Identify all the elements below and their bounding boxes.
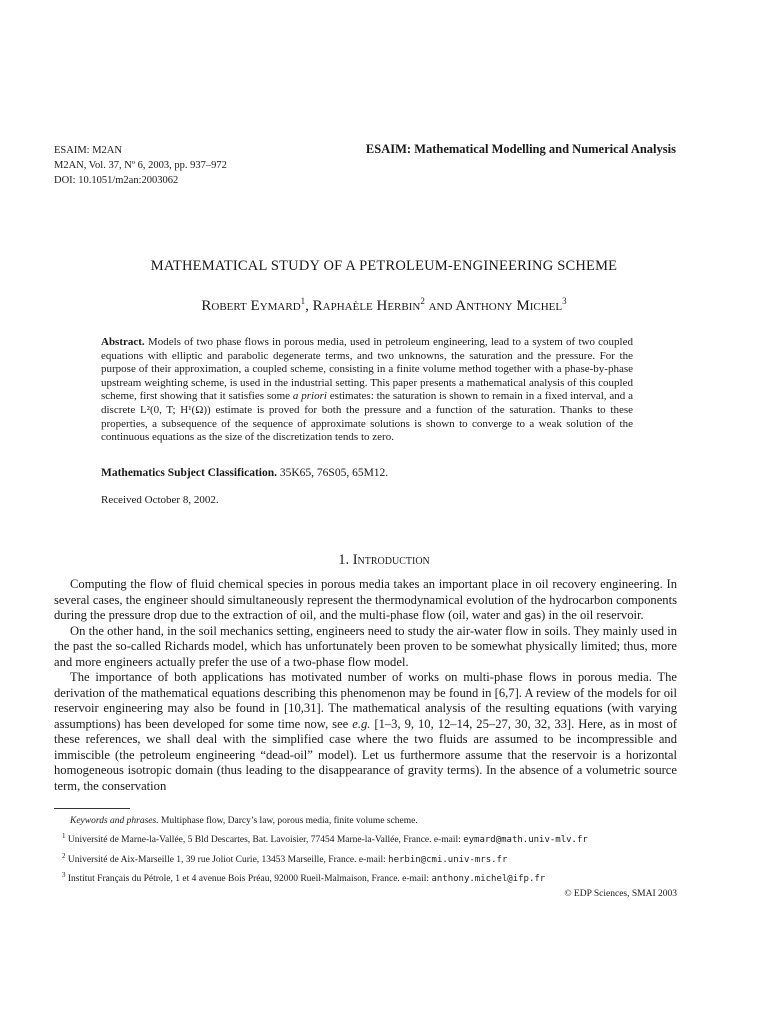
paper-title: MATHEMATICAL STUDY OF A PETROLEUM-ENGINEERING SCHEME [150,258,618,274]
citation-line: M2AN, Vol. 37, Nº 6, 2003, pp. 937–972 [54,160,227,171]
footnote-mark: 2 [62,851,66,860]
doi-line[interactable]: DOI: 10.1051/m2an:2003062 [54,175,179,186]
paragraph-text: [1–3, 9, 10, 12–14, 25–27, 30, 32, 33]. Here, as in most of these references, we shall deal with the simplified case where the two fluids are assumed to be incompressible and immiscible (the petroleum engineering “dead-oil” model). Let us furthermore assume that the reservoir is a horizontal homogeneous isotropic domain (thus leading to the disappearance of gravity terms). In the absence of a volumetric source term, the conservation [54,716,677,793]
abstract-text: estimates: the saturation is shown to remain in a fixed interval, and a discrete L²(0, T; H¹(Ω)) estimate is proved for both the pressure and a function of the saturation. Thanks to these properties, a subsequence of the sequence of approximate solutions is shown to converge to a weak solution of the continuous equations as the size of the discretization tends to zero. [101,390,634,444]
author-conjunction: and [424,298,456,314]
affiliation-mark: 1 [300,296,306,306]
abstract-label: Abstract. [101,336,145,348]
paragraph: On the other hand, in the soil mechanics setting, engineers need to study the air-water flow in soils. They mainly used in the past the so-called Richards model, which has unfortunately been proven to be somewhat physically limited; thus, more and more engineers actually prefer the use of a two-phase flow model. [54,623,677,669]
keywords-text: Multiphase flow, Darcy’s law, porous media, finite volume scheme. [158,816,418,826]
affiliation-mark: 3 [562,296,567,306]
abstract [101,336,633,445]
footnote-1 [54,829,677,848]
footnote-text: Institut Français du Pétrole, 1 et 4 avenue Bois Préau, 92000 Rueil-Malmaison, France. e-mail: [65,874,432,885]
journal-header-left [54,143,227,188]
abstract-italic: a priori [292,390,327,403]
author-separator: , [305,298,313,314]
affiliation-mark: 2 [420,296,425,306]
footnote-mark: 1 [62,832,66,841]
email-link[interactable]: herbin@cmi.univ-mrs.fr [388,854,508,865]
keywords [54,814,677,829]
footnote-3 [54,868,677,887]
copyright-notice: © EDP Sciences, SMAI 2003 [564,889,677,900]
msc-label: Mathematics Subject Classification. [101,467,277,479]
msc-value: 35K65, 76S05, 65M12. [277,467,389,479]
footnote-text: Université de Aix-Marseille 1, 39 rue Joliot Curie, 13453 Marseille, France. e-mail: [65,854,389,865]
footnote-2 [54,849,677,868]
received-date: Received October 8, 2002. [101,494,219,506]
body-text [54,577,677,794]
subject-classification [101,467,388,479]
email-link[interactable]: eymard@math.univ-mlv.fr [463,835,588,846]
author-list [0,296,768,315]
abstract-text: Models of two phase flows in porous media, used in petroleum engineering, lead to a system of two coupled equations with elliptic and parabolic degenerate terms, and two unknowns, the saturation and the pressure. For the purpose of their approximation, a coupled scheme, consisting in a finite volume method together with a phase-by-phase upstream weighting scheme, is used in the industrial setting. This paper presents a mathematical analysis of this coupled scheme, first showing that it satisfies some [101,336,633,403]
keywords-label: Keywords and phrases. [70,816,159,826]
paragraph-text: The importance of both applications has motivated number of works on multi-phase flows in porous media. The derivation of the mathematical equations describing this phenomenon may be found in [6,7]. A review of the models for oil reservoir engineering may also be found in [10,31]. The mathematical analysis of the resulting equations (with varying assumptions) has been developed for some time now, see [54,670,677,731]
author-name: Robert Eymard [201,298,301,314]
email-link[interactable]: anthony.michel@ifp.fr [431,874,546,885]
footnote-text: Université de Marne-la-Vallée, 5 Bld Descartes, Bat. Lavoisier, 77454 Marne-la-Vallée, France. e-mail: [65,835,464,846]
footnote-rule [54,808,130,809]
journal-full-name: ESAIM: Mathematical Modelling and Numerical Analysis [365,142,676,156]
paragraph [54,670,677,794]
section-heading: 1. Introduction [338,552,430,568]
footnotes [54,814,677,902]
footnote-mark: 3 [62,870,66,879]
author-name: Raphaèle Herbin [312,298,421,314]
journal-short-name: ESAIM: M2AN [54,145,122,156]
author-name: Anthony Michel [455,298,563,314]
paragraph: Computing the flow of fluid chemical species in porous media takes an important place in oil recovery engineering. In several cases, the engineer should simultaneously represent the thermodynamical evolution of the hydrocarbon components during the pressure drop due to the extraction of oil, and the multi-phase flow (oil, water and gas) in the oil reservoir. [54,577,677,622]
paragraph-italic: e.g. [352,716,371,731]
